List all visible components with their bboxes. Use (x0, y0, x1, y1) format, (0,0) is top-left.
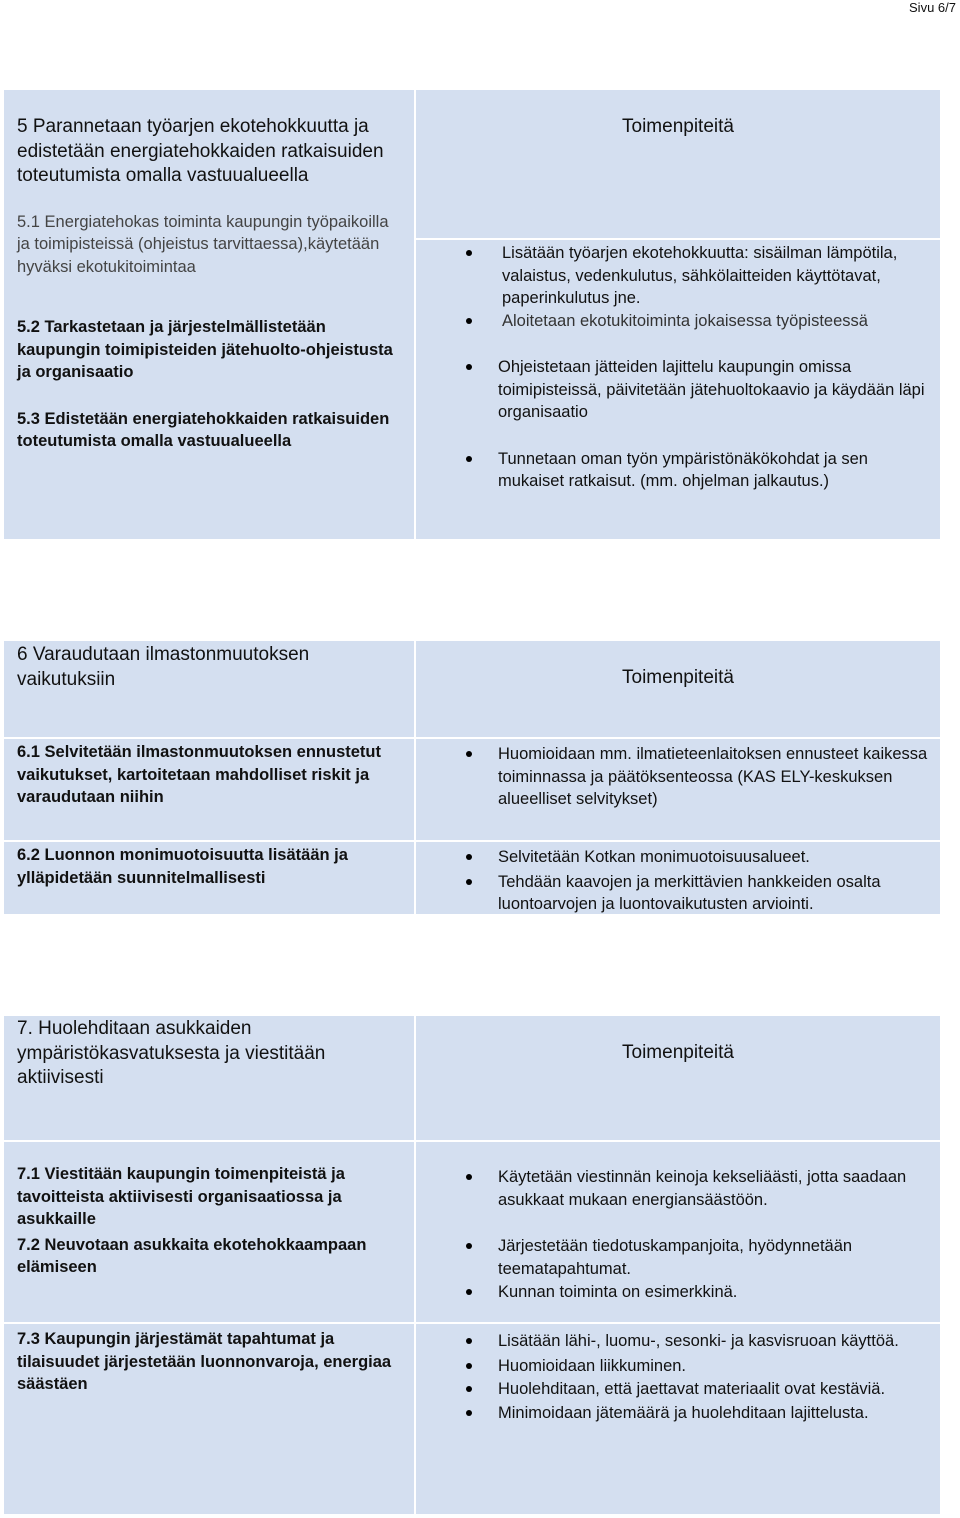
goal-5-2: 5.2 Tarkastetaan ja järjestelmällistetään kaupungin toimipisteiden jätehuolto-ohjeistusta ja organisaatio (17, 318, 393, 381)
page-number: Sivu 6/7 (909, 0, 956, 15)
action-7-3: Kunnan toiminta on esimerkkinä. (416, 1281, 940, 1304)
section-5-goals-cell (4, 90, 414, 539)
goal-7-2: 7.2 Neuvotaan asukkaita ekotehokkaampaan elämiseen (17, 1235, 367, 1276)
goal-6-1: 6.1 Selvitetään ilmastonmuutoksen ennustetut vaikutukset, kartoitetaan mahdolliset riskit ja varaudutaan niihin (17, 743, 381, 806)
action-5-3: Ohjeistetaan jätteiden lajittelu kaupungin omissa toimipisteissä, päivitetään jätehuoltokaavio ja käydään läpi organisaatio (416, 356, 940, 424)
section-6-title: 6 Varaudutaan ilmastonmuutoksen vaikutuksiin (17, 644, 310, 690)
goal-7-3: 7.3 Kaupungin järjestämät tapahtumat ja tilaisuudet järjestetään luonnonvaroja, energiaa säästäen (17, 1330, 392, 1393)
section-6-actions-header-cell (416, 641, 940, 737)
section-6-actions-header: Toimenpiteitä (622, 667, 734, 688)
action-5-1: Lisätään työarjen ekotehokkuutta: sisäilman lämpötila, valaistus, vedenkulutus, sähkölaitteiden käyttötavat, paperinkulutus jne. (416, 242, 940, 310)
section-5-actions-cell (416, 240, 940, 539)
section-7-actions-header: Toimenpiteitä (622, 1042, 734, 1063)
action-7-2: Järjestetään tiedotuskampanjoita, hyödynnetään teematapahtumat. (416, 1235, 940, 1280)
goal-6-2-cell (4, 842, 414, 914)
section-5-actions-header-cell (416, 90, 940, 238)
action-7-4: Lisätään lähi-, luomu-, sesonki- ja kasvisruoan käyttöä. (416, 1330, 940, 1353)
action-6-2-cell (416, 842, 940, 914)
goal-7-3-cell (4, 1324, 414, 1514)
action-7-6: Huolehditaan, että jaettavat materiaalit ovat kestäviä. (416, 1378, 940, 1401)
section-7-title: 7. Huolehditaan asukkaiden ympäristökasvatuksesta ja viestitään aktiivisesti (17, 1018, 326, 1088)
action-6-3: Tehdään kaavojen ja merkittävien hankkeiden osalta luontoarvojen ja luontovaikutusten arviointi. (416, 871, 940, 916)
action-7-7: Minimoidaan jätemäärä ja huolehditaan lajittelusta. (416, 1402, 940, 1425)
section-5-actions-header: Toimenpiteitä (622, 116, 734, 137)
goal-5-1: 5.1 Energiatehokas toiminta kaupungin työpaikoilla ja toimipisteissä (ohjeistus tarvittaessa),käytetään hyväksi ekotukitoimintaa (17, 212, 389, 276)
action-6-2: Selvitetään Kotkan monimuotoisuusalueet. (416, 846, 940, 869)
action-6-1-cell (416, 739, 940, 840)
section-6-title-cell (4, 641, 414, 737)
actions-7-3-cell (416, 1324, 940, 1514)
action-7-1: Käytetään viestinnän keinoja kekseliäästi, jotta saadaan asukkaat mukaan energiansäästöön. (416, 1166, 940, 1211)
section-7-actions-header-cell (416, 1016, 940, 1140)
goal-6-2: 6.2 Luonnon monimuotoisuutta lisätään ja ylläpidetään suunnitelmallisesti (17, 846, 348, 887)
action-7-5: Huomioidaan liikkuminen. (416, 1355, 940, 1378)
section-5-title: 5 Parannetaan työarjen ekotehokkuutta ja edistetään energiatehokkaiden ratkaisuiden toteutumista omalla vastuualueella (17, 116, 384, 186)
goal-5-3: 5.3 Edistetään energiatehokkaiden ratkaisuiden toteutumista omalla vastuualueella (17, 409, 390, 450)
actions-7-1-7-2-cell (416, 1142, 940, 1322)
goals-7-1-7-2-cell (4, 1142, 414, 1322)
goal-6-1-cell (4, 739, 414, 840)
goal-7-1: 7.1 Viestitään kaupungin toimenpiteistä ja tavoitteista aktiivisesti organisaatiossa ja asukkaille (17, 1165, 345, 1228)
action-5-2: Aloitetaan ekotukitoiminta jokaisessa työpisteessä (416, 310, 940, 333)
action-5-4: Tunnetaan oman työn ympäristönäkökohdat ja sen mukaiset ratkaisut. (mm. ohjelman jalkautus.) (416, 448, 940, 493)
action-6-1: Huomioidaan mm. ilmatieteenlaitoksen ennusteet kaikessa toiminnassa ja päätöksenteossa (KAS ELY-keskuksen alueelliset selvitykset) (416, 743, 940, 811)
section-7-title-cell (4, 1016, 414, 1140)
